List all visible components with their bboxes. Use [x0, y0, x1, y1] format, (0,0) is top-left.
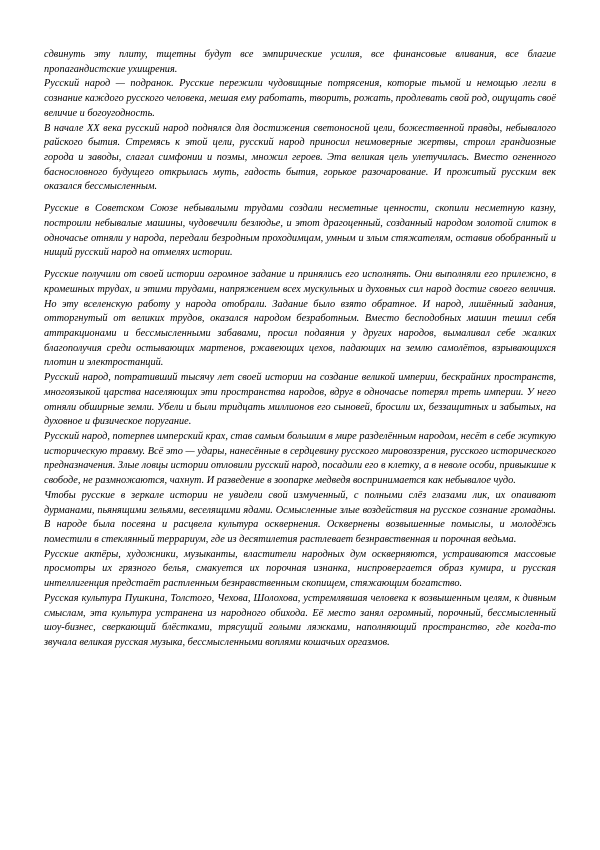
paragraph-spacer: [44, 261, 556, 268]
paragraph: Русский народ, потративший тысячу лет своей истории на создание великой империи, бескрайних пространств, многоязыкой царства населяющих эти пространства народов, вдруг в одночасье потерял треть империи. У него отняли обширные земли. Убели и были тридцать миллионов его сыновей, бросили их, беззащитных и забытых, на духовное и физическое поругание.: [44, 372, 556, 428]
paragraph: Русские актёры, художники, музыканты, властители народных дум оскверняются, устраиваются массовые просмотры их грязного белья, смакуется их порочная изнанка, ниспровергается образ кумира, и русская интеллигенция предстаёт растленным безнравственным скопищем, стяжающим богатство.: [44, 548, 556, 590]
paragraph: Русская культура Пушкина, Толстого, Чехова, Шолохова, устремлявшая человека к возвышенным целям, к дивным смыслам, эта культура устранена из народного обихода. Её место занял огромный, порочный, бессмысленный шоу-бизнес, сверкающий блёстками, трясущий голыми ляжками, наполняющий пространство, где когда-то звучала великая русская музыка, бессмысленными воплями кошачьих оргазмов.: [44, 592, 556, 649]
paragraph: Русские получили от своей истории огромное задание и принялись его исполнять. Они выполняли его прилежно, в кромешных трудах, и этими трудами, напряжением всех мускульных и духовных сил народ достиг своего величия. Но эту вселенскую работу у народа отобрали. Задание было взято обратное. И народ, лишённый задания, отторгнутый от великих трудов, оказался народом безработным. Вместо бесподобных машин тешил себя аттракционами и бессмысленными забавами, просил подаяния у других народов, вымаливал себе жалких благополучия среди остывающих мартенов, ржавеющих цехов, падающих на землю самолётов, взрывающихся плотин и электростанций.: [44, 269, 556, 369]
paragraph: Русские в Советском Союзе небывалыми трудами создали несметные ценности, скопили несметную казну, построили небывалые машины, чудовечили безлюдье, и этот драгоценный, созданный народом золотой слиток в одночасье отняли у народа, передали безродным проходимцам, умным и злым стяжателям, оставив обобранный и нищий русский народ на отмелях истории.: [44, 203, 556, 259]
paragraph: В начале XX века русский народ поднялся для достижения светоносной цели, божественной правды, небывалого райского бытия. Стремясь к этой цели, русский народ приносил неимоверные жертвы, строил грандиозные города и заводы, слагал симфонии и поэмы, множил героев. Эта великая цель улетучилась. Вместо огненного баснословного будущего открылась муть, гадость бытия, горькое разочарование. И прожитый русским век оказался бессмысленным.: [44, 122, 556, 193]
paragraph: Чтобы русские в зеркале истории не увидели свой измученный, с полными слёз глазами лик, их опаивают дурманами, пьянящими зельями, веселящими ядами. Осмысленные злые воздействия на русское сознание громадны. В народе была посеяна и расцвела культура осквернения. Осквернены возвышенные помыслы, и молодёжь поместили в стеклянный террариум, где из десятилетия растлевает безнравственная и порочная ведьма.: [44, 489, 556, 545]
paragraph: сдвинуть эту плиту, тщетны будут все эмпирические усилия, все финансовые вливания, все благие пропагандистские ухищрения.: [44, 49, 556, 75]
paragraph: Русский народ, потерпев имперский крах, став самым большим в мире разделённым народом, несёт в себе жуткую историческую травму. Всё это — удары, нанесённые в сердцевину русского мировоззрения, русского исторического предназначения. Злые ловцы истории отловили русский народ, посадили его в клетку, а в неволе особи, привыкшие к свободе, не размножаются, чахнут. И разведение в зоопарке медведя воспринимается как небывалое чудо.: [44, 430, 556, 487]
paragraph: Русский народ — подранок. Русские пережили чудовищные потрясения, которые тьмой и немощью легли в сознание каждого русского человека, мешая ему работать, творить, рожать, продлевать свой род, ощущать своё величие и богоугодность.: [44, 78, 556, 119]
paragraph-spacer: [44, 195, 556, 202]
document-body: [44, 48, 556, 651]
